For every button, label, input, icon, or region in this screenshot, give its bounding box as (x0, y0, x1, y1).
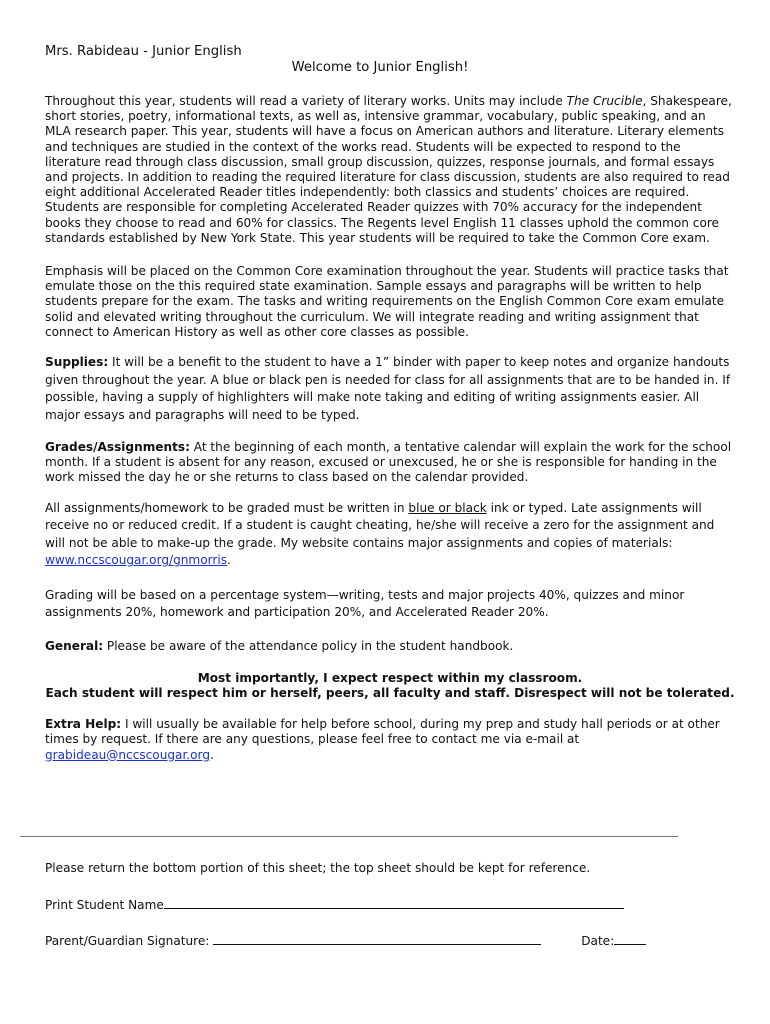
date-label: Date: (581, 934, 615, 948)
supplies-label: Supplies: (45, 355, 109, 370)
intro-text-2: , Shakespeare, short stories, poetry, informational texts, as well as, intensive grammar, vocabulary, public speaking, and an MLA research paper. This year, students will have a focus on American authors and literature. Literary elements and techniques are studied in the context of the works read. Students will be expected to respond to the literature read through class discussion, small group discussion, quizzes, response journals, and formal essays and projects. In addition to reading the required literature for class discussion, students are also required to read eight additional Accelerated Reader titles independently: both classics and students’ choices are required. Students are responsible for completing Accelerated Reader quizzes with 70% accuracy for the independent books they choose to read and 60% for classics. The Regents level English 11 classes uphold the common core standards established by New York State. This year students will be required to take the Common Core exam. (45, 94, 732, 245)
teacher-heading: Mrs. Rabideau - Junior English (45, 44, 242, 59)
homework-ink-colors: blue or black (408, 500, 487, 515)
respect-line-2: Each student will respect him or herself, peers, all faculty and staff. Disrespect will not be tolerated. (45, 686, 735, 701)
welcome-title: Welcome to Junior English! (291, 60, 469, 75)
general-label: General: (45, 638, 104, 653)
cut-line-divider (20, 836, 678, 837)
grading-paragraph: Grading will be based on a percentage system—writing, tests and major projects 40%, quizzes and minor assignments 20%, homework and participation 20%, and Accelerated Reader 20%. (45, 587, 685, 620)
emphasis-paragraph: Emphasis will be placed on the Common Core examination throughout the year. Students will practice tasks that emulate those on the this required state examination. Sample essays and paragraphs will be written to help students prepare for the exam. The tasks and writing requirements on the English Common Core exam emulate solid and elevated writing throughout the curriculum. We will integrate reading and writing assignment that connect to American History as well as other core classes as possible. (45, 264, 729, 339)
date-field[interactable] (614, 932, 646, 945)
grades-paragraph (45, 440, 735, 486)
website-link[interactable]: www.nccscougar.org/gnmorris (45, 553, 228, 568)
grades-text: At the beginning of each month, a tentative calendar will explain the work for the school month. If a student is absent for any reason, excused or unexcused, he or she is responsible for handing in the work missed the day he or she returns to class based on the calendar provided. (45, 440, 732, 485)
general-paragraph (45, 639, 735, 654)
extra-help-label: Extra Help: (45, 717, 122, 732)
grades-label: Grades/Assignments: (45, 440, 190, 455)
return-instruction: Please return the bottom portion of this sheet; the top sheet should be kept for reference. (45, 861, 591, 875)
student-name-label: Print Student Name (45, 898, 164, 912)
signature-row (45, 932, 735, 948)
homework-text-2: ink or typed. Late assignments will receive no or reduced credit. If a student is caught cheating, he/she will receive a zero for the assignment and will not be able to make-up the grade. My website contains major assignments and copies of materials: (45, 500, 715, 550)
supplies-text: It will be a benefit to the student to have a 1” binder with paper to keep notes and organize handouts given throughout the year. A blue or black pen is needed for class for all assignments that are to be handed in. If possible, having a supply of highlighters will make note taking and editing of writing assignments easier. All major essays and paragraphs will need to be typed. (45, 355, 731, 422)
handout (45, 44, 735, 763)
homework-text-1: All assignments/homework to be graded must be written in (45, 500, 409, 515)
student-name-field[interactable] (164, 896, 624, 909)
extra-help-paragraph (45, 717, 735, 763)
signature-label: Parent/Guardian Signature: (45, 934, 214, 948)
student-name-row (45, 896, 735, 912)
supplies-paragraph (45, 354, 735, 424)
general-text: Please be aware of the attendance policy in the student handbook. (103, 638, 514, 653)
email-link[interactable]: grabideau@nccscougar.org (45, 747, 210, 762)
respect-line-1: Most importantly, I expect respect within my classroom. (197, 670, 583, 685)
respect-statement (45, 671, 735, 701)
signature-field[interactable] (213, 932, 541, 945)
extra-help-text: I will usually be available for help before school, during my prep and study hall periods or at other times by request. If there are any questions, please feel free to contact me via e-mail at (45, 717, 720, 747)
intro-text-1: Throughout this year, students will read a variety of literary works. Units may include (45, 94, 567, 108)
intro-paragraph (45, 94, 735, 246)
homework-paragraph (45, 500, 735, 570)
intro-book-title: The Crucible (566, 94, 643, 108)
extra-help-end: . (210, 747, 214, 762)
homework-end: . (227, 553, 231, 568)
